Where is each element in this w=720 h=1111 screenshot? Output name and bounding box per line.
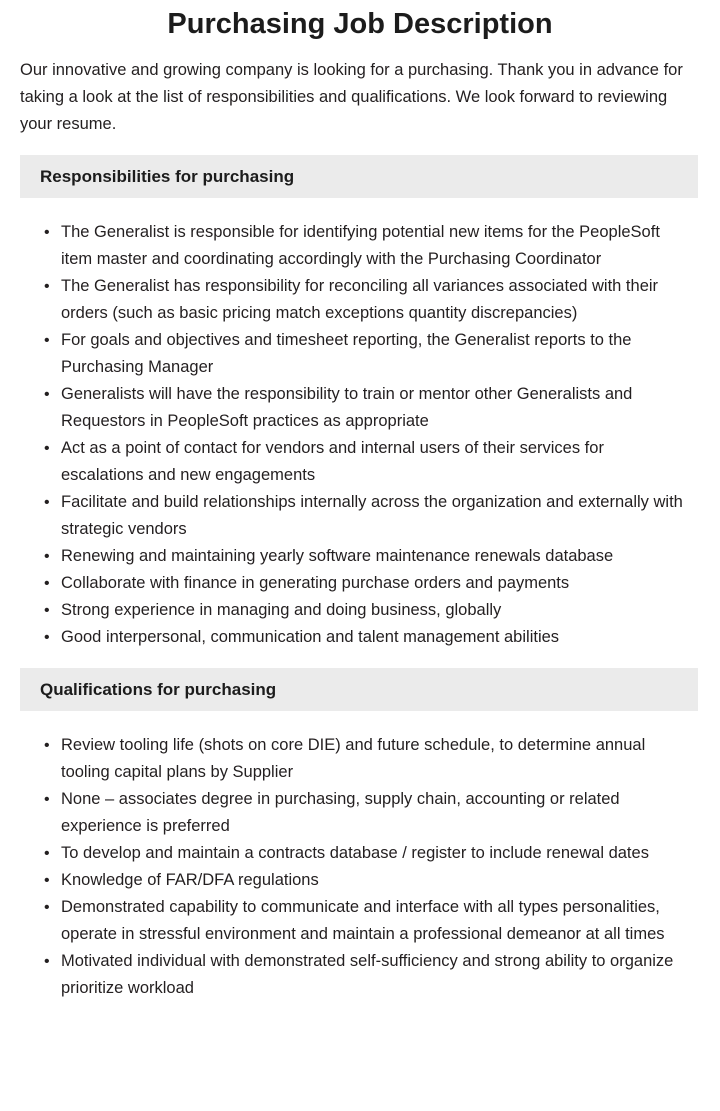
section-heading-responsibilities: Responsibilities for purchasing: [20, 155, 698, 198]
list-item: • Knowledge of FAR/DFA regulations: [61, 867, 690, 894]
list-item: • Review tooling life (shots on core DIE) and future schedule, to determine annual tooling capital plans by Supplier: [61, 732, 690, 786]
list-item: • None – associates degree in purchasing, supply chain, accounting or related experience is preferred: [61, 786, 690, 840]
page-title: Purchasing Job Description: [167, 8, 553, 40]
list-item: • Facilitate and build relationships internally across the organization and externally with strategic vendors: [61, 489, 690, 543]
section-qualifications: [0, 668, 720, 1002]
qualifications-list: [0, 711, 720, 1002]
list-item: • Generalists will have the responsibility to train or mentor other Generalists and Requestors in PeopleSoft practices as appropriate: [61, 381, 690, 435]
list-item: • Act as a point of contact for vendors and internal users of their services for escalations and new engagements: [61, 435, 690, 489]
list-item: • Collaborate with finance in generating purchase orders and payments: [61, 570, 690, 597]
list-item: • The Generalist is responsible for identifying potential new items for the PeopleSoft item master and coordinating accordingly with the Purchasing Coordinator: [61, 219, 690, 273]
section-heading-qualifications: Qualifications for purchasing: [20, 668, 698, 711]
list-item: • Renewing and maintaining yearly software maintenance renewals database: [61, 543, 690, 570]
list-item: • For goals and objectives and timesheet reporting, the Generalist reports to the Purchasing Manager: [61, 327, 690, 381]
responsibilities-list: [0, 198, 720, 651]
list-item: • Good interpersonal, communication and talent management abilities: [61, 624, 690, 651]
list-item: • Motivated individual with demonstrated self-sufficiency and strong ability to organize prioritize workload: [61, 948, 690, 1002]
intro-paragraph: Our innovative and growing company is looking for a purchasing. Thank you in advance for taking a look at the list of responsibilities and qualifications. We look forward to reviewing your resume.: [20, 61, 683, 133]
list-item: • Demonstrated capability to communicate and interface with all types personalities, operate in stressful environment and maintain a professional demeanor at all times: [61, 894, 690, 948]
list-item: • Strong experience in managing and doing business, globally: [61, 597, 690, 624]
list-item: • The Generalist has responsibility for reconciling all variances associated with their orders (such as basic pricing match exceptions quantity discrepancies): [61, 273, 690, 327]
section-responsibilities: [0, 155, 720, 651]
list-item: • To develop and maintain a contracts database / register to include renewal dates: [61, 840, 690, 867]
